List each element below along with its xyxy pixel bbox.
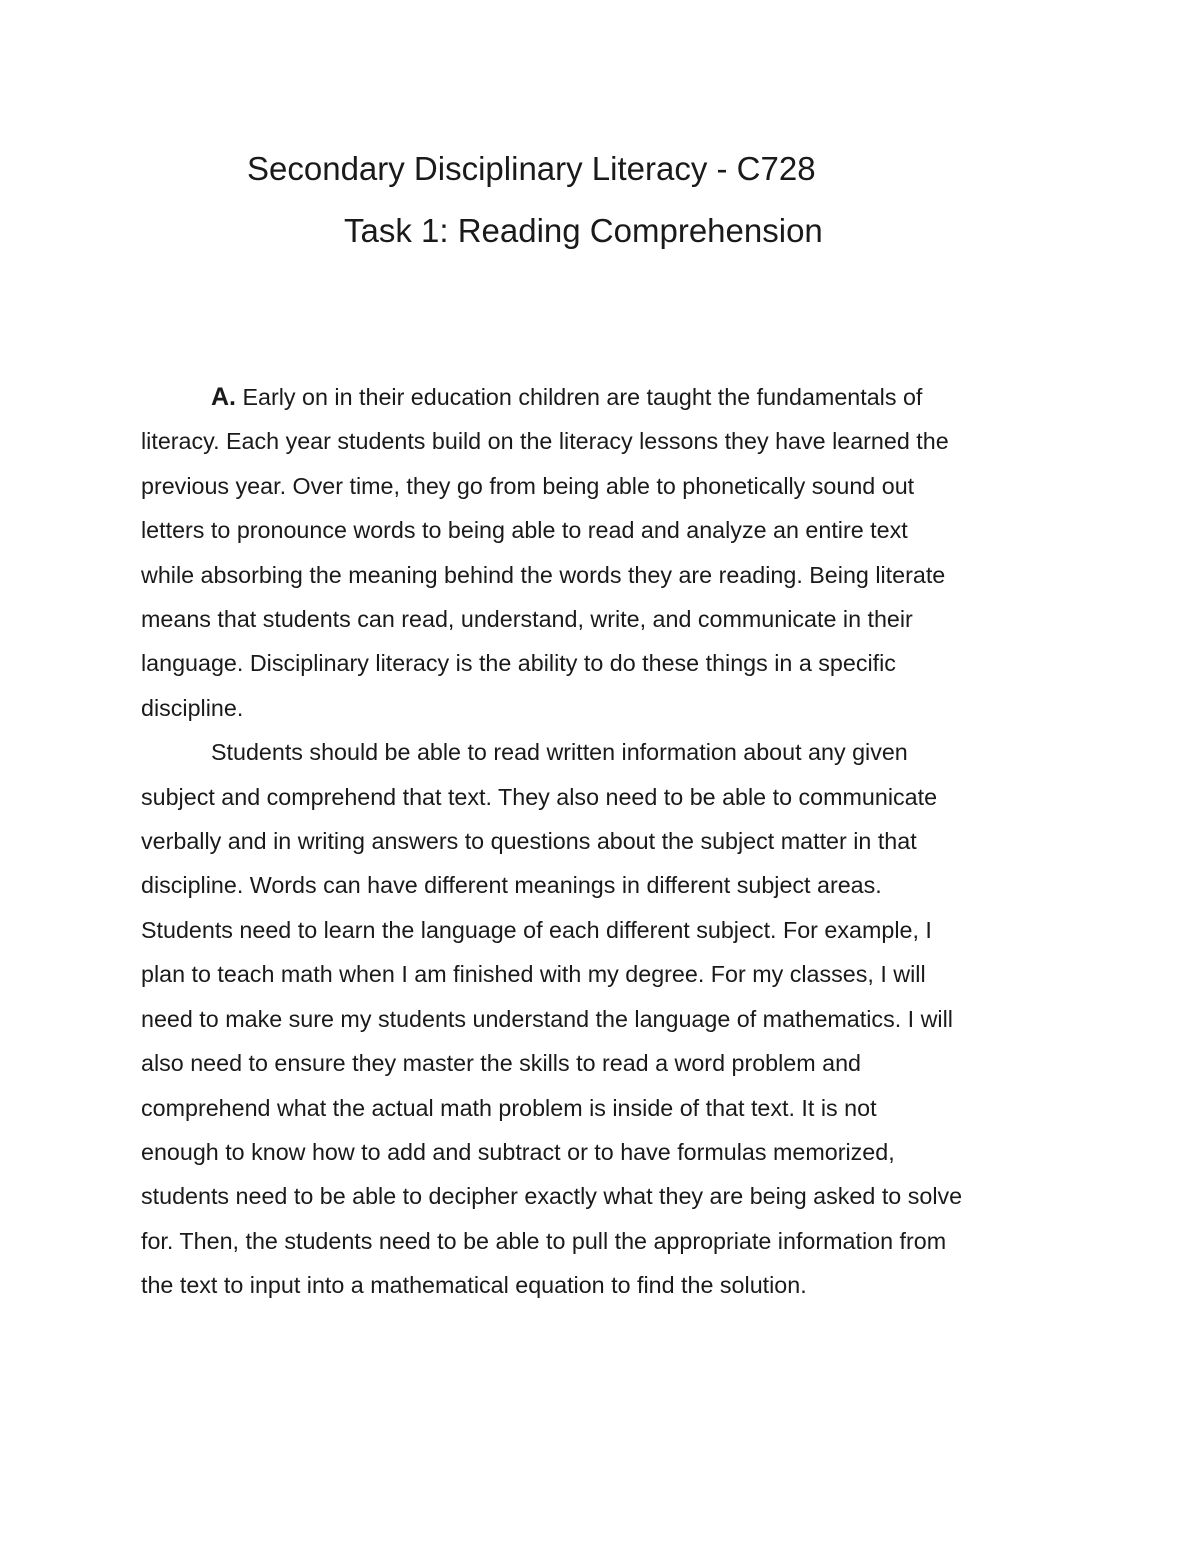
paragraph-line: subject and comprehend that text. They also need to be able to communicate: [141, 783, 938, 810]
paragraph-line: letters to pronounce words to being able to read and analyze an entire text: [141, 517, 908, 544]
paragraph-line: plan to teach math when I am finished with my degree. For my classes, I will: [141, 961, 926, 988]
paragraph-line: enough to know how to add and subtract or to have formulas memorized,: [141, 1138, 895, 1165]
paragraph-line: for. Then, the students need to be able to pull the appropriate information from: [141, 1227, 947, 1254]
paragraph-line: comprehend what the actual math problem is inside of that text. It is not: [141, 1094, 877, 1121]
paragraph-line: Students need to learn the language of each different subject. For example, I: [141, 916, 932, 943]
paragraph-line: need to make sure my students understand the language of mathematics. I will: [141, 1005, 953, 1032]
paragraph-line: while absorbing the meaning behind the words they are reading. Being literate: [141, 561, 946, 588]
title-line-course: Secondary Disciplinary Literacy - C728: [247, 150, 816, 187]
paragraph-line: literacy. Each year students build on the literacy lessons they have learned the: [141, 428, 949, 455]
paragraph-line: previous year. Over time, they go from being able to phonetically sound out: [141, 472, 915, 499]
paragraph-line: Students should be able to read written information about any given: [211, 739, 908, 766]
paragraph-line: students need to be able to decipher exactly what they are being asked to solve: [141, 1183, 963, 1210]
paragraph-1: [141, 375, 1071, 730]
paragraph-line: discipline.: [141, 694, 244, 721]
paragraph-line: means that students can read, understand, write, and communicate in their: [141, 606, 913, 633]
paragraph-line: language. Disciplinary literacy is the ability to do these things in a specific: [141, 650, 896, 677]
section-label: A.: [211, 383, 236, 411]
paragraph-line: verbally and in writing answers to questions about the subject matter in that: [141, 828, 917, 855]
document-title: [0, 143, 1200, 257]
paragraph-line: the text to input into a mathematical equation to find the solution.: [141, 1272, 807, 1299]
paragraph-line: also need to ensure they master the skills to read a word problem and: [141, 1050, 862, 1077]
document-body: [141, 375, 1071, 1308]
paragraph-line: A. Early on in their education children are taught the fundamentals of: [211, 383, 923, 411]
paragraph-line: discipline. Words can have different meanings in different subject areas.: [141, 872, 882, 899]
title-line-task: Task 1: Reading Comprehension: [344, 212, 823, 249]
paragraph-2: [141, 730, 1071, 1307]
